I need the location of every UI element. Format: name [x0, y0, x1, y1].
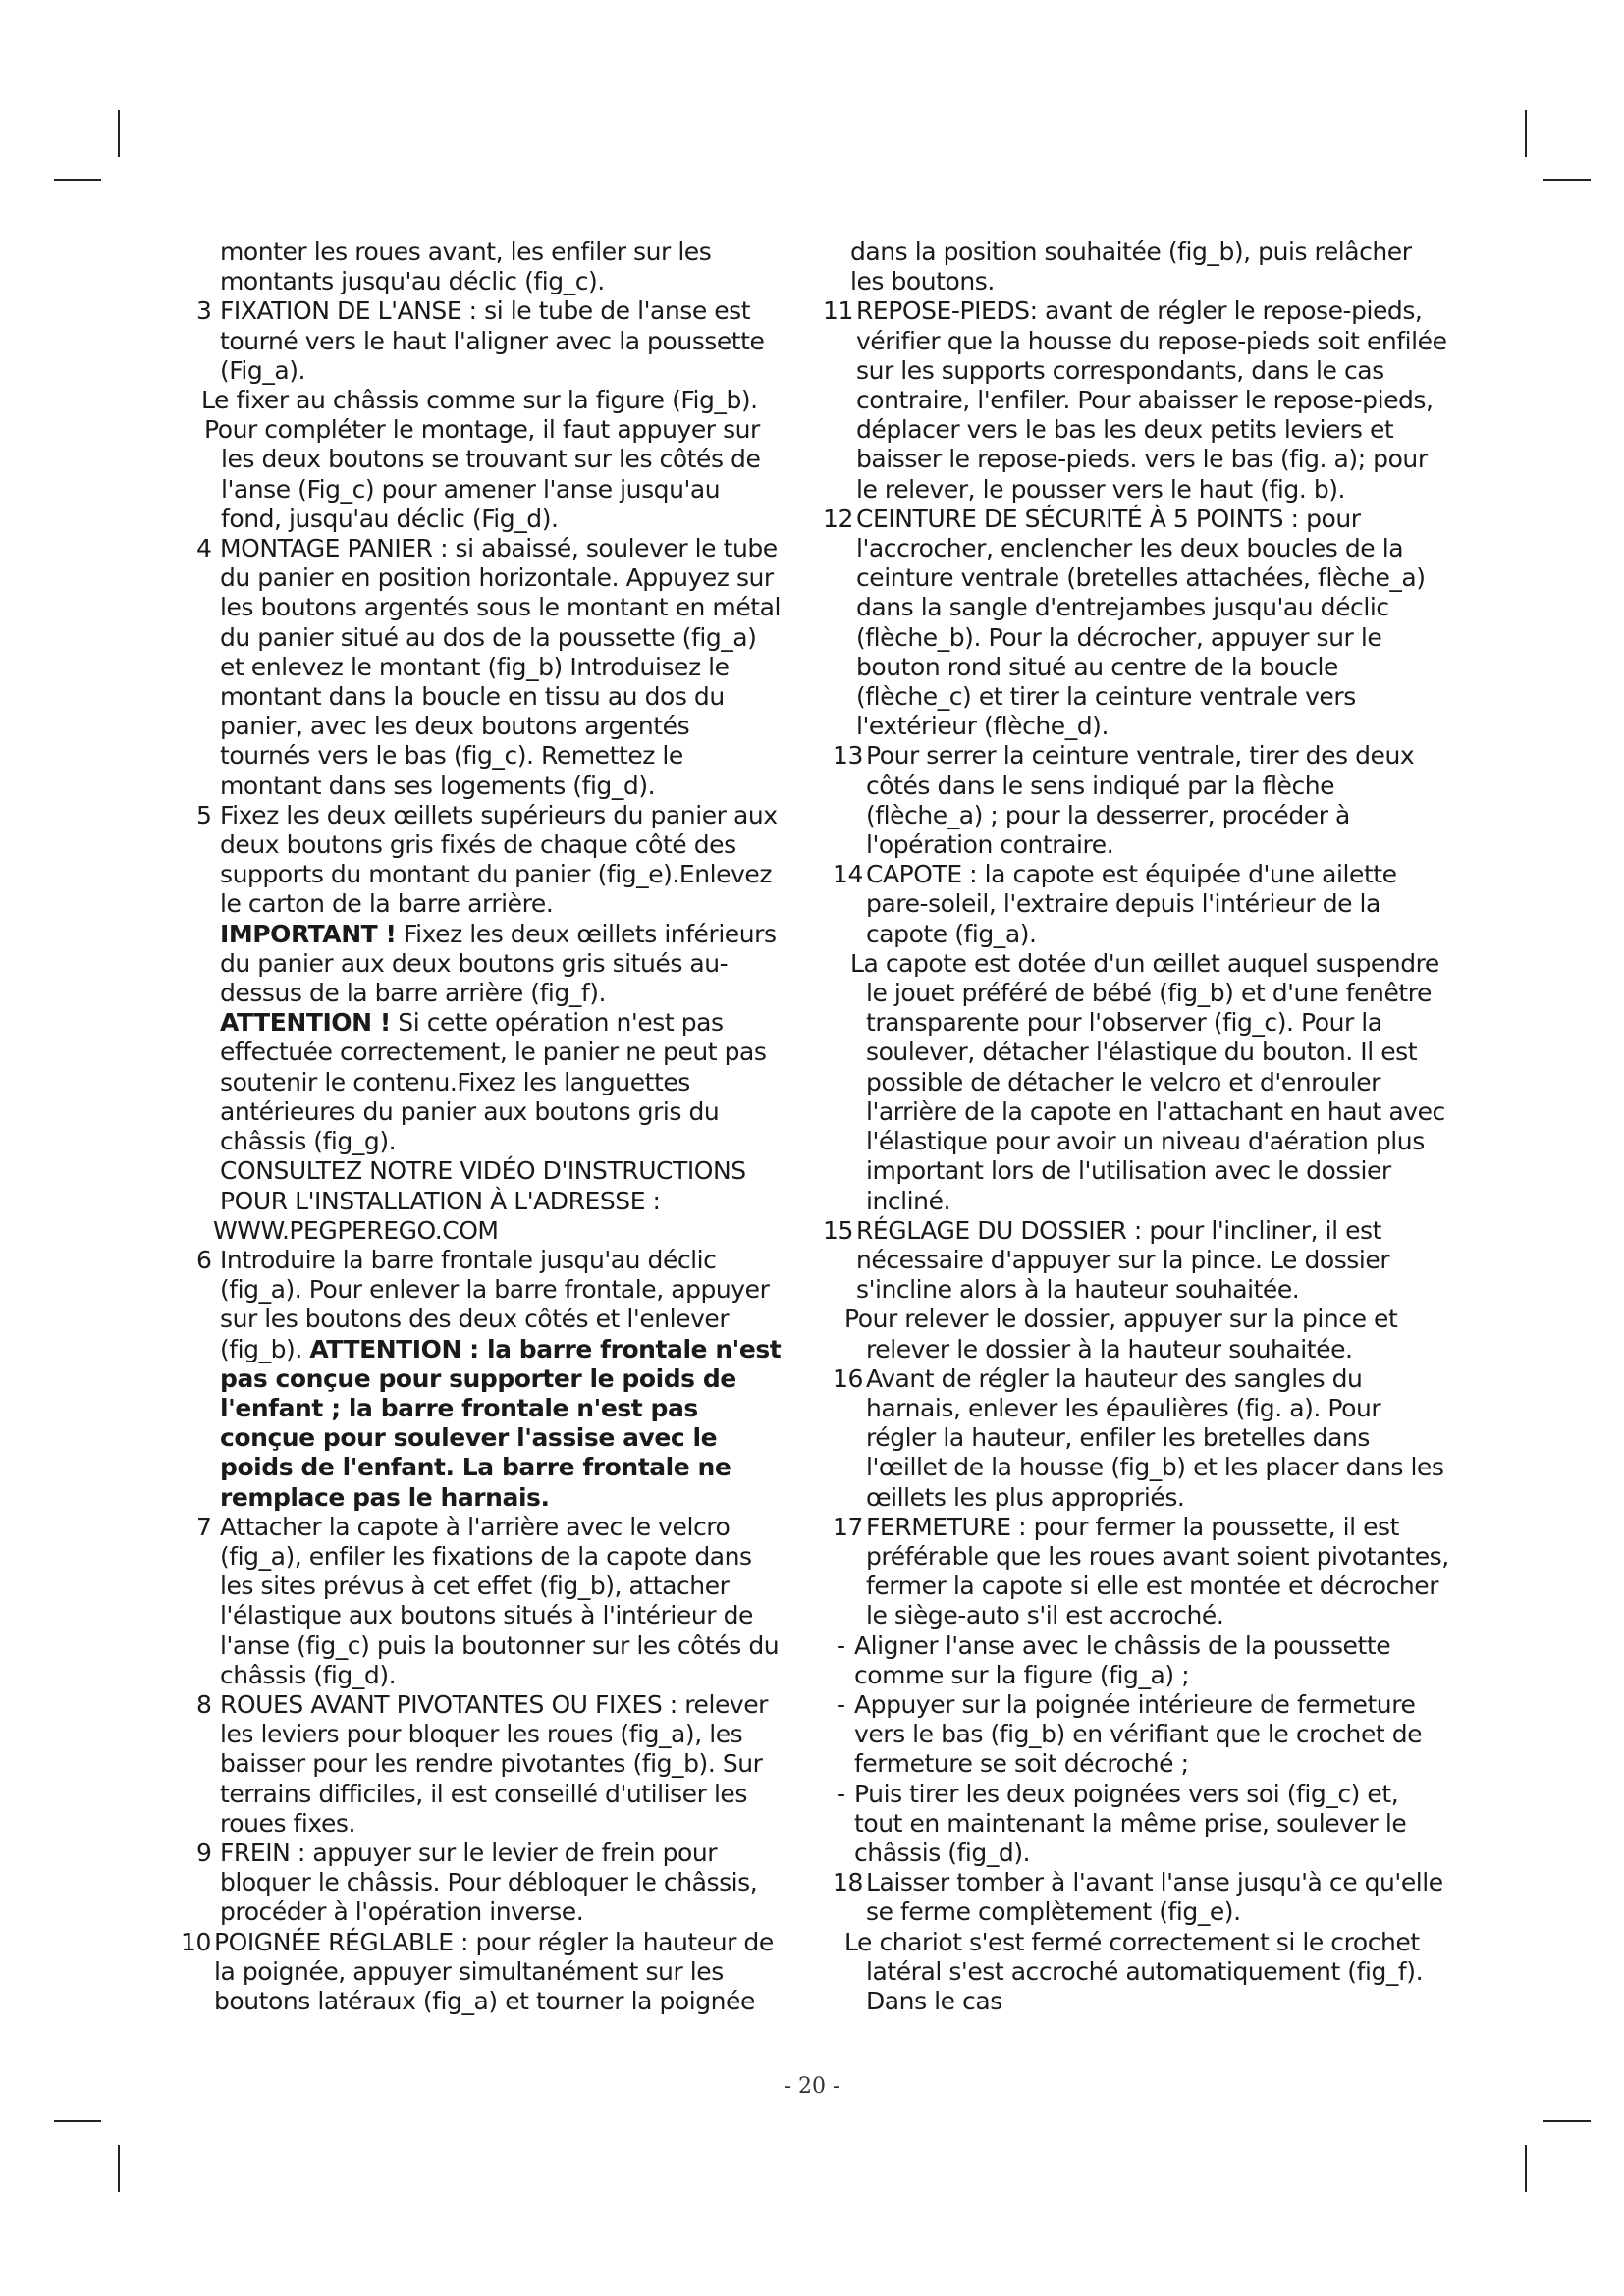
- step-number: 3: [196, 296, 212, 326]
- paragraph-body: RÉGLAGE DU DOSSIER : pour l'incliner, il est nécessaire d'appuyer sur la pince. Le dossier s'incline alors à la hauteur souhaitée.: [856, 1215, 1390, 1305]
- bold-label: ATTENTION !: [220, 1008, 391, 1038]
- step-number: -: [837, 1779, 845, 1808]
- paragraph-body: monter les roues avant, les enfiler sur les montants jusqu'au déclic (fig_c).: [220, 238, 712, 296]
- paragraph-body: Laisser tomber à l'avant l'anse jusqu'à ce qu'elle se ferme complètement (fig_e).: [866, 1868, 1443, 1927]
- step-number: 5: [196, 800, 212, 829]
- instruction-paragraph: [823, 505, 1451, 742]
- paragraph-body: Avant de régler la hauteur des sangles du harnais, enlever les épaulières (fig. a). Pour régler la hauteur, enfiler les bretelles dans l'œillet de la housse (fig_b) et les placer dans les œillets les plus appropriés.: [866, 1363, 1444, 1512]
- paragraph-body: Pour serrer la ceinture ventrale, tirer des deux côtés dans le sens indiqué par la flèche (flèche_a) ; pour la desserrer, procéder à l'opération contraire.: [866, 741, 1415, 860]
- step-number: 10: [181, 1927, 211, 1956]
- instruction-paragraph: [220, 238, 785, 296]
- paragraph-text: [856, 1216, 1451, 1306]
- instruction-paragraph: [196, 296, 785, 386]
- step-number: 8: [196, 1689, 212, 1719]
- paragraph-body: WWW.PEGPEREGO.COM: [213, 1215, 499, 1245]
- paragraph-body: REPOSE-PIEDS: avant de régler le repose-pieds, vérifier que la housse du repose-pieds soit enfilée sur les supports correspondants, dans le cas contraire, l'enfiler. Pour abaisser le repose-pieds, déplacer vers le bas les deux petits leviers et baisser le repose-pieds. vers le bas (fig. a); pour le relever, le pousser vers le haut (fig. b).: [856, 296, 1447, 504]
- crop-mark: [1543, 179, 1591, 181]
- paragraph-body: CAPOTE : la capote est équipée d'une ailette pare-soleil, l'extraire depuis l'intérieur de la capote (fig_a).: [866, 860, 1397, 948]
- left-column: [181, 238, 785, 2016]
- paragraph-body: FIXATION DE L'ANSE : si le tube de l'anse est tourné vers le haut l'aligner avec la poussette (Fig_a).: [220, 296, 765, 385]
- paragraph-text: [854, 1631, 1451, 1690]
- paragraph-text: [866, 860, 1451, 949]
- paragraph-text: [220, 296, 785, 386]
- instruction-paragraph: [837, 1780, 1451, 1869]
- paragraph-body: Introduire la barre frontale jusqu'au déclic (fig_a). Pour enlever la barre frontale, appuyer sur les boutons des deux côtés et l'enlever (fig_b).: [220, 1245, 770, 1363]
- instruction-paragraph: [196, 1246, 785, 1513]
- paragraph-body: Pour compléter le montage, il faut appuyer sur les deux boutons se trouvant sur les côtés de l'anse (Fig_c) pour amener l'anse jusqu'au fond, jusqu'au déclic (Fig_d).: [204, 415, 761, 533]
- instruction-paragraph: [833, 1513, 1451, 1631]
- instruction-paragraph: [181, 1928, 785, 2017]
- step-number: 12: [823, 504, 853, 533]
- instruction-paragraph: [844, 1928, 1451, 2017]
- instruction-paragraph: [837, 1631, 1451, 1690]
- paragraph-text: [856, 505, 1451, 742]
- instruction-paragraph: [833, 860, 1451, 949]
- paragraph-body: Le chariot s'est fermé correctement si le crochet latéral s'est accroché automatiquement (fig_f). Dans le cas: [844, 1927, 1424, 2015]
- instruction-paragraph: [850, 238, 1451, 296]
- paragraph-text: [866, 1868, 1451, 1927]
- paragraph-text: [866, 741, 1451, 860]
- instruction-paragraph: [204, 415, 785, 534]
- paragraph-text: [214, 1928, 785, 2017]
- paragraph-text: [220, 534, 785, 801]
- paragraph-body: Puis tirer les deux poignées vers soi (fig_c) et, tout en maintenant la même prise, soulever le châssis (fig_d).: [854, 1779, 1407, 1867]
- step-number: 17: [833, 1512, 863, 1541]
- paragraph-text: [204, 415, 785, 534]
- paragraph-body: Aligner l'anse avec le châssis de la poussette comme sur la figure (fig_a) ;: [854, 1630, 1391, 1689]
- step-number: 18: [833, 1868, 863, 1897]
- paragraph-text: [856, 296, 1451, 504]
- step-number: 6: [196, 1245, 212, 1274]
- paragraph-text: [220, 1156, 785, 1215]
- right-column: [823, 238, 1451, 2016]
- paragraph-text: [844, 1305, 1451, 1363]
- instruction-paragraph: [201, 386, 785, 415]
- crop-mark: [1525, 110, 1527, 157]
- bold-label: IMPORTANT !: [220, 919, 397, 948]
- paragraph-body: Appuyer sur la poignée intérieure de fermeture vers le bas (fig_b) en vérifiant que le crochet de fermeture se soit décroché ;: [854, 1689, 1423, 1779]
- instruction-paragraph: [823, 1216, 1451, 1306]
- paragraph-body: CONSULTEZ NOTRE VIDÉO D'INSTRUCTIONS POUR L'INSTALLATION À L'ADRESSE :: [220, 1156, 746, 1215]
- paragraph-body: FREIN : appuyer sur le levier de frein pour bloquer le châssis. Pour débloquer le châssis, procéder à l'opération inverse.: [220, 1838, 758, 1927]
- instruction-paragraph: [196, 1513, 785, 1690]
- crop-mark: [1525, 2145, 1527, 2192]
- instruction-paragraph: [850, 949, 1451, 1216]
- paragraph-text: [220, 801, 785, 920]
- paragraph-text: [220, 238, 785, 296]
- paragraph-body: POIGNÉE RÉGLABLE : pour régler la hauteur de la poignée, appuyer simultanément sur les boutons latéraux (fig_a) et tourner la poignée: [214, 1927, 774, 2015]
- instruction-paragraph: [196, 534, 785, 801]
- warning-text: ATTENTION : la barre frontale n'est pas conçue pour supporter le poids de l'enfant ; la barre frontale n'est pas conçue pour soulever l'assise avec le poids de l'enfant. La barre frontale ne remplace pas le harnais.: [220, 1334, 782, 1512]
- instruction-paragraph: [220, 1008, 785, 1156]
- crop-mark: [54, 179, 101, 181]
- paragraph-body: Si cette opération n'est pas effectuée correctement, le panier ne peut pas soutenir le contenu.Fixez les languettes antérieures du panier aux boutons gris du châssis (fig_g).: [220, 1008, 767, 1156]
- step-number: -: [837, 1689, 845, 1719]
- page-number: - 20 -: [784, 2074, 840, 2099]
- crop-mark: [54, 2120, 101, 2122]
- paragraph-text: [866, 1364, 1451, 1513]
- step-number: 13: [833, 741, 863, 771]
- step-number: 16: [833, 1363, 863, 1393]
- paragraph-body: Fixez les deux œillets supérieurs du panier aux deux boutons gris fixés de chaque côté des supports du montant du panier (fig_e).Enlevez le carton de la barre arrière.: [220, 800, 778, 919]
- paragraph-body: Le fixer au châssis comme sur la figure (Fig_b).: [201, 386, 758, 415]
- step-number: 11: [823, 296, 853, 326]
- step-number: 15: [823, 1215, 853, 1245]
- step-number: 4: [196, 534, 212, 563]
- paragraph-text: [844, 1928, 1451, 2017]
- paragraph-body: La capote est dotée d'un œillet auquel suspendre le jouet préféré de bébé (fig_b) et d'une fenêtre transparente pour l'observer (fig_c). Pour la soulever, détacher l'élastique du bouton. Il est possible de détacher le velcro et d'enrouler l'arrière de la capote en l'attachant en haut avec l'élastique pour avoir un niveau d'aération plus important lors de l'utilisation avec le dossier incliné.: [850, 948, 1445, 1215]
- instruction-paragraph: [833, 1364, 1451, 1513]
- instruction-paragraph: [220, 920, 785, 1009]
- instruction-paragraph: [833, 1868, 1451, 1927]
- instruction-paragraph: [844, 1305, 1451, 1363]
- step-number: 14: [833, 860, 863, 889]
- paragraph-text: [213, 1216, 785, 1246]
- instruction-paragraph: [220, 1156, 785, 1215]
- paragraph-body: Fixez les deux œillets inférieurs du panier aux deux boutons gris situés au-dessus de la barre arrière (fig_f).: [220, 919, 777, 1008]
- paragraph-body: Attacher la capote à l'arrière avec le velcro (fig_a), enfiler les fixations de la capote dans les sites prévus à cet effet (fig_b), attacher l'élastique aux boutons situés à l'intérieur de l'anse (fig_c) puis la boutonner sur les côtés du châssis (fig_d).: [220, 1512, 780, 1689]
- crop-mark: [118, 2145, 120, 2192]
- instruction-paragraph: [213, 1216, 785, 1246]
- crop-mark: [118, 110, 120, 157]
- instruction-paragraph: [837, 1690, 1451, 1780]
- paragraph-body: Pour relever le dossier, appuyer sur la pince et relever le dossier à la hauteur souhaitée.: [844, 1305, 1398, 1363]
- paragraph-text: [220, 920, 785, 1009]
- instruction-paragraph: [833, 741, 1451, 860]
- paragraph-text: [854, 1690, 1451, 1780]
- paragraph-text: [220, 1839, 785, 1928]
- paragraph-text: [854, 1780, 1451, 1869]
- step-number: 7: [196, 1512, 212, 1541]
- paragraph-body: CEINTURE DE SÉCURITÉ À 5 POINTS : pour l'accrocher, enclencher les deux boucles de la ceinture ventrale (bretelles attachées, flèche_a) dans la sangle d'entrejambes jusqu'au déclic (flèche_b). Pour la décrocher, appuyer sur le bouton rond situé au centre de la boucle (flèche_c) et tirer la ceinture ventrale vers l'extérieur (flèche_d).: [856, 504, 1426, 741]
- paragraph-text: [220, 1690, 785, 1839]
- instruction-paragraph: [196, 1839, 785, 1928]
- paragraph-text: [220, 1513, 785, 1690]
- paragraph-text: [850, 949, 1451, 1216]
- paragraph-text: [220, 1246, 785, 1513]
- instruction-paragraph: [196, 801, 785, 920]
- paragraph-body: dans la position souhaitée (fig_b), puis relâcher les boutons.: [850, 238, 1412, 296]
- instruction-paragraph: [196, 1690, 785, 1839]
- paragraph-text: [220, 1008, 785, 1156]
- paragraph-body: MONTAGE PANIER : si abaissé, soulever le tube du panier en position horizontale. Appuyez sur les boutons argentés sous le montant en métal du panier situé au dos de la poussette (fig_a) et enlevez le montant (fig_b) Introduisez le montant dans la boucle en tissu au dos du panier, avec les deux boutons argentés tournés vers le bas (fig_c). Remettez le montant dans ses logements (fig_d).: [220, 534, 781, 800]
- paragraph-text: [866, 1513, 1451, 1631]
- paragraph-text: [850, 238, 1451, 296]
- paragraph-body: ROUES AVANT PIVOTANTES OU FIXES : relever les leviers pour bloquer les roues (fig_a), les baisser pour les rendre pivotantes (fig_b). Sur terrains difficiles, il est conseillé d'utiliser les roues fixes.: [220, 1689, 769, 1838]
- step-number: 9: [196, 1838, 212, 1867]
- instruction-paragraph: [823, 296, 1451, 504]
- paragraph-body: FERMETURE : pour fermer la poussette, il est préférable que les roues avant soient pivotantes, fermer la capote si elle est montée et décrocher le siège-auto s'il est accroché.: [866, 1512, 1449, 1630]
- crop-mark: [1543, 2120, 1591, 2122]
- step-number: -: [837, 1630, 845, 1660]
- paragraph-text: [201, 386, 785, 415]
